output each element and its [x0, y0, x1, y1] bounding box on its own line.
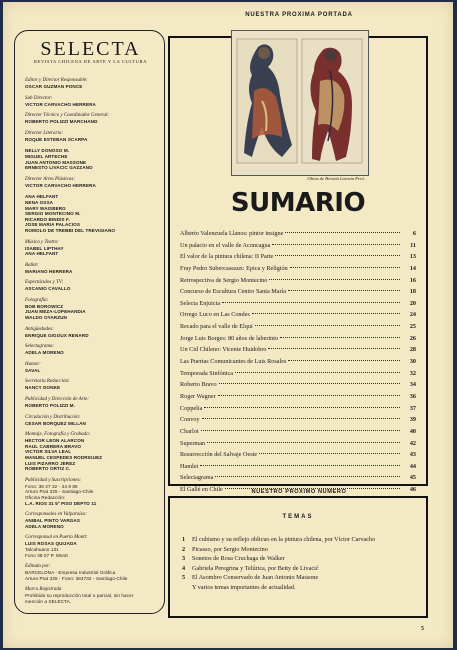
sumario-title: SUMARIO [230, 188, 366, 218]
credit-name: ANA HELFANT [25, 194, 59, 200]
credit-role: Corresponsal en Puerto Montt: [25, 535, 88, 541]
credit-group [25, 240, 156, 257]
toc-leader-dots [201, 430, 400, 431]
credit-name: VICTOR CARVACHO HERRERA [25, 101, 96, 107]
credit-group [25, 327, 156, 339]
tema-text: Gabriela Peregrina y Telúrica, por Betty de Livacić [192, 564, 319, 572]
toc-entry [180, 379, 416, 391]
toc-entry [180, 414, 416, 426]
tema-number: 4 [182, 564, 186, 572]
credit-role: Música y Teatro: [25, 239, 59, 245]
credit-group [25, 587, 156, 604]
credit-name: JUAN ANTONIO MASSONE [25, 159, 87, 165]
toc-entry [180, 426, 416, 438]
toc-entry-page: 14 [409, 264, 416, 272]
tema-number: 2 [182, 545, 186, 553]
toc-entry-title: Coppelia [180, 404, 203, 412]
toc-entry-page: 37 [409, 404, 416, 412]
toc-entry-title: Temporada Sinfónica [180, 369, 234, 377]
tema-number: 1 [182, 536, 186, 543]
toc-entry [180, 251, 416, 263]
toc-entry [180, 228, 416, 240]
credit-name: ROMOLO DE TREBBI DEL TREVIGIANO [25, 227, 116, 233]
toc-leader-dots [255, 325, 400, 326]
page-number: 5 [421, 626, 424, 632]
credit-role: Selectagrama: [25, 344, 55, 350]
toc-entry-page: 40 [409, 427, 416, 435]
tema-text: Picasso, por Sergio Montecino [192, 545, 268, 553]
credit-name: ERNESTO LIVACIC GAZZANO [25, 165, 93, 171]
next-issue-heading: NUESTRO PROXIMO NUMERO [236, 489, 362, 495]
toc-entry-title: Alberto Valenzuela Llanos: pintor insigne [180, 230, 284, 237]
toc-entry [180, 391, 416, 403]
credit-name: MIGUEL ARTECHE [25, 153, 68, 159]
toc-entry-title: Un palacio en el valle de Aconcagua [180, 241, 271, 249]
credit-name: ANIBAL PINTO VARGAS [25, 518, 80, 524]
credit-name: BOB BOROWICZ [25, 303, 64, 309]
toc-entry-page: 13 [409, 253, 416, 261]
toc-entry-title: Roberto Bravo [180, 381, 217, 389]
credit-group [25, 148, 156, 170]
credit-role: Montaje, Fotografía y Grabado: [25, 432, 91, 438]
toc-entry-page: 42 [409, 439, 416, 447]
toc-entry-title: El valor de la pintura chilena: II Parte [180, 253, 274, 261]
credit-group [25, 113, 156, 125]
credit-group [25, 263, 156, 275]
toc-entry-title: Selecta Enjuicia [180, 299, 221, 307]
credit-name: Arturo Prat 325 - Santiago-Chile [25, 489, 94, 495]
toc-entry-page: 43 [409, 451, 416, 459]
toc-leader-dots [200, 465, 400, 466]
toc-leader-dots [272, 244, 400, 245]
toc-leader-dots [204, 407, 400, 408]
cover-artwork-drawing [232, 31, 368, 175]
credit-name: MARY WAISBERG [25, 205, 66, 211]
credit-name: VICTOR SILVA LEAL [25, 449, 72, 455]
toc-entry [180, 240, 416, 252]
toc-entry-page: 26 [409, 334, 416, 342]
credit-group [25, 78, 156, 90]
toc-entry-page: 16 [409, 276, 416, 284]
toc-entry [180, 344, 416, 356]
toc-entry-title: Roger Wagner [180, 392, 216, 400]
credit-group [25, 96, 156, 108]
credit-name: Prohibida su reproducción total o parcial, sin hacer [25, 593, 134, 599]
credit-name: BARCELONA - Empresa Industrial Gráfica [25, 570, 116, 576]
toc-entry [180, 461, 416, 473]
credit-groups [25, 78, 156, 605]
credit-role: Publicidad y Dirección de Arte: [25, 397, 89, 403]
credit-role: Editor y Director Responsable: [25, 78, 88, 83]
credit-name: RICARDO BINDIS F. [25, 216, 70, 222]
toc-leader-dots [275, 255, 400, 256]
toc-entry-title: Retrospectiva de Sergio Montecino [180, 276, 268, 284]
toc-entry [180, 449, 416, 461]
cover-artwork-image [231, 30, 369, 176]
toc-entry-page: 25 [409, 323, 416, 331]
credit-role: Sub Director: [25, 95, 53, 101]
credit-group [25, 280, 156, 292]
tema-text: El cubismo y su reflejo oblicuo en la pintura chilena, por Víctor Carvacho [192, 536, 376, 543]
credit-name: ASCANIO CAVALLO [25, 286, 71, 292]
credit-name: ROQUE ESTEBAN SCARPA [25, 136, 88, 142]
toc-entry-title: Selectagrama [180, 474, 214, 482]
toc-leader-dots [259, 453, 400, 454]
toc-entry-title: Orrego Luco en Las Condes [180, 311, 250, 319]
credit-group [25, 379, 156, 391]
toc-entry-page: 11 [410, 241, 416, 249]
toc-entry [180, 403, 416, 415]
toc-entry [180, 356, 416, 368]
toc-entry [180, 321, 416, 333]
toc-leader-dots [280, 337, 400, 338]
credit-name: ROBERTO ORTIZ C. [25, 466, 71, 472]
toc-entry-page: 46 [409, 486, 416, 494]
credit-name: Fono: 38 47 32 - 34 8 85 [25, 483, 78, 489]
credit-group [25, 131, 156, 143]
credit-group [25, 362, 156, 374]
credit-name: L.A. RIOS 31 5º PISO DEPTO 11 [25, 500, 97, 506]
credit-name: WALDO OYARZUN [25, 315, 67, 321]
toc-entry-page: 45 [409, 474, 416, 482]
credit-name: RAUL CABRERA BRAVO [25, 443, 82, 449]
credit-name: ADELA MORENO [25, 350, 64, 356]
toc-leader-dots [222, 302, 400, 303]
toc-entry-page: 34 [409, 381, 416, 389]
toc-leader-dots [268, 348, 400, 349]
tema-item [182, 545, 422, 555]
toc-entry-title: Hamlet [180, 462, 199, 470]
credit-role: Humor: [25, 361, 41, 367]
toc-leader-dots [288, 290, 400, 291]
toc-entry [180, 438, 416, 450]
next-cover-heading: NUESTRA PROXIMA PORTADA [245, 12, 353, 18]
toc-entry-page: 28 [409, 346, 416, 354]
credit-name: ROBERTO POLIZZI MARCHAND [25, 119, 98, 125]
credit-group [25, 415, 156, 427]
table-of-contents [180, 228, 416, 496]
credit-name: HECTOR LEON ALARCON [25, 438, 85, 444]
credit-name: NENA OSSA [25, 199, 54, 205]
toc-entry-title: Concurso de Escultura Centro Santa María [180, 288, 287, 296]
credit-role: Ballet: [25, 262, 39, 268]
credit-name: mención a SELECTA. [25, 598, 72, 604]
toc-entry-page: 32 [409, 369, 416, 377]
tema-text: Y varios temas importantes de actualidad. [192, 583, 296, 591]
toc-entry-title: Resurrección del Salvaje Oeste [180, 451, 258, 459]
toc-entry [180, 333, 416, 345]
toc-leader-dots [269, 279, 400, 280]
credit-group [25, 177, 156, 189]
credit-name: VICTOR CARVACHO HERRERA [25, 182, 96, 188]
tema-item [182, 583, 422, 593]
credit-name: ENRIQUE GIGOUX RENARD [25, 332, 89, 338]
credit-name: NELLY DONOSO M. [25, 148, 70, 154]
credit-name: ADELA MORENO [25, 523, 64, 529]
toc-entry [180, 275, 416, 287]
credit-name: CESAR BORQUEZ MILLAN [25, 420, 86, 426]
toc-entry-page: 24 [409, 311, 416, 319]
credit-name: ANA HELFANT [25, 251, 59, 257]
credit-role: Publicidad y Suscripciones: [25, 477, 82, 483]
credit-group [25, 397, 156, 409]
credits-panel [14, 30, 165, 614]
toc-entry-page: 39 [409, 416, 416, 424]
credit-name: MARIANO HERRERA [25, 268, 73, 274]
toc-entry-page: 30 [409, 358, 416, 366]
toc-entry-page: 6 [412, 230, 416, 237]
credit-name: Talcahuano 131 [25, 546, 59, 552]
credit-name: Arturo Prat 325 - Fono: 384732 - Santiago-Chile [25, 575, 128, 581]
toc-entry-page: 44 [409, 462, 416, 470]
toc-entry-title: Un Cid Chileno: Vicente Huidobro [180, 346, 267, 354]
toc-entry [180, 298, 416, 310]
toc-entry [180, 286, 416, 298]
tema-text: El Asombro Conservado de Juan Antonio Massone [192, 574, 319, 582]
credit-role: Director Técnico y Coordinador General: [25, 113, 110, 119]
toc-entry-title: Charlot [180, 427, 199, 435]
credit-name: ISABEL LIPTHAY [25, 245, 64, 251]
credit-name: JOSE MARIA PALACIOS [25, 222, 80, 228]
toc-leader-dots [218, 395, 400, 396]
tema-number: 5 [182, 574, 186, 582]
credit-name: Oficina Redacción: [25, 494, 66, 500]
credit-group [25, 194, 156, 233]
credit-group [25, 432, 156, 472]
credit-role: Secretaria Redacción: [25, 379, 70, 385]
credit-name: Fono 38 07 P. Montt [25, 552, 68, 558]
credit-role: Circulación y Distribución: [25, 414, 81, 420]
toc-entry-title: Jorge Luis Borges: 80 años de laberinto [180, 334, 279, 342]
selecta-logo: SELECTA [40, 38, 141, 60]
toc-leader-dots [285, 232, 400, 233]
credit-name: ROBERTO POLIZZI M. [25, 403, 75, 409]
temas-title: TEMAS [282, 514, 314, 520]
toc-entry [180, 368, 416, 380]
credit-group [25, 512, 156, 529]
logo-subtitle: REVISTA CHILENA DE ARTE Y LA CULTURA [34, 59, 147, 64]
toc-leader-dots [290, 267, 400, 268]
tema-number: 3 [182, 555, 186, 563]
credit-group [25, 535, 156, 558]
cover-caption: Obras de Hernán Larraín Peró. [307, 176, 365, 181]
toc-entry-title: Recado para el valle de Elqui [180, 323, 253, 331]
toc-entry-title: Convoy [180, 416, 200, 424]
credit-group [25, 344, 156, 356]
toc-entry-page: 20 [409, 299, 416, 307]
toc-entry-title: Superman [180, 439, 206, 447]
credit-group [25, 298, 156, 321]
tema-item [182, 535, 422, 545]
toc-entry-title: Fray Pedro Subercaseaux: Epica y Religión [180, 264, 288, 272]
credit-name: NANCY DONKE [25, 385, 61, 391]
credit-role: Antigüedades: [25, 326, 54, 332]
credit-group [25, 564, 156, 581]
credit-group [25, 478, 156, 506]
toc-entry-page: 36 [409, 392, 416, 400]
toc-entry [180, 472, 416, 484]
credit-name: SERGIO MONTECINO M. [25, 211, 81, 217]
credit-role: Marca Registrada [25, 587, 62, 593]
credit-name: LUIS PIZARRO JEREZ [25, 460, 76, 466]
toc-entry [180, 309, 416, 321]
tema-item [182, 564, 422, 574]
credit-role: Editada por: [25, 564, 51, 570]
toc-leader-dots [252, 313, 400, 314]
toc-leader-dots [202, 418, 400, 419]
credit-role: Espectáculos y TV: [25, 280, 64, 286]
tema-item [182, 573, 422, 583]
toc-leader-dots [235, 372, 400, 373]
tema-item [182, 554, 422, 564]
credit-role: Director Literario: [25, 130, 64, 136]
credit-name: SAVAL [25, 367, 41, 373]
toc-entry-title: El Gallé en Chile [180, 486, 223, 494]
temas-list [182, 535, 422, 593]
toc-leader-dots [219, 383, 400, 384]
credit-name: MANUEL CESPEDES RODRIGUEZ [25, 455, 103, 460]
toc-entry-title: Las Puertas Comunicantes de Luis Rosales [180, 358, 287, 366]
credit-role: Fotografía: [25, 297, 49, 303]
toc-leader-dots [207, 442, 400, 443]
toc-leader-dots [288, 360, 400, 361]
credit-name: LUIS ROSAS QUIJADA [25, 541, 77, 547]
toc-entry [180, 263, 416, 275]
credit-name: OSCAR GUZMAN PONCE [25, 84, 83, 89]
toc-entry-page: 18 [409, 288, 416, 296]
toc-leader-dots [215, 476, 400, 477]
credit-role: Director Artes Plásticas: [25, 176, 75, 182]
credit-name: JUAN MEZA-LOPEHANDIA [25, 309, 86, 315]
tema-text: Sonetos de Rosa Cruchaga de Walker [192, 555, 285, 563]
credit-role: Corresponsales en Valparaíso: [25, 512, 87, 518]
